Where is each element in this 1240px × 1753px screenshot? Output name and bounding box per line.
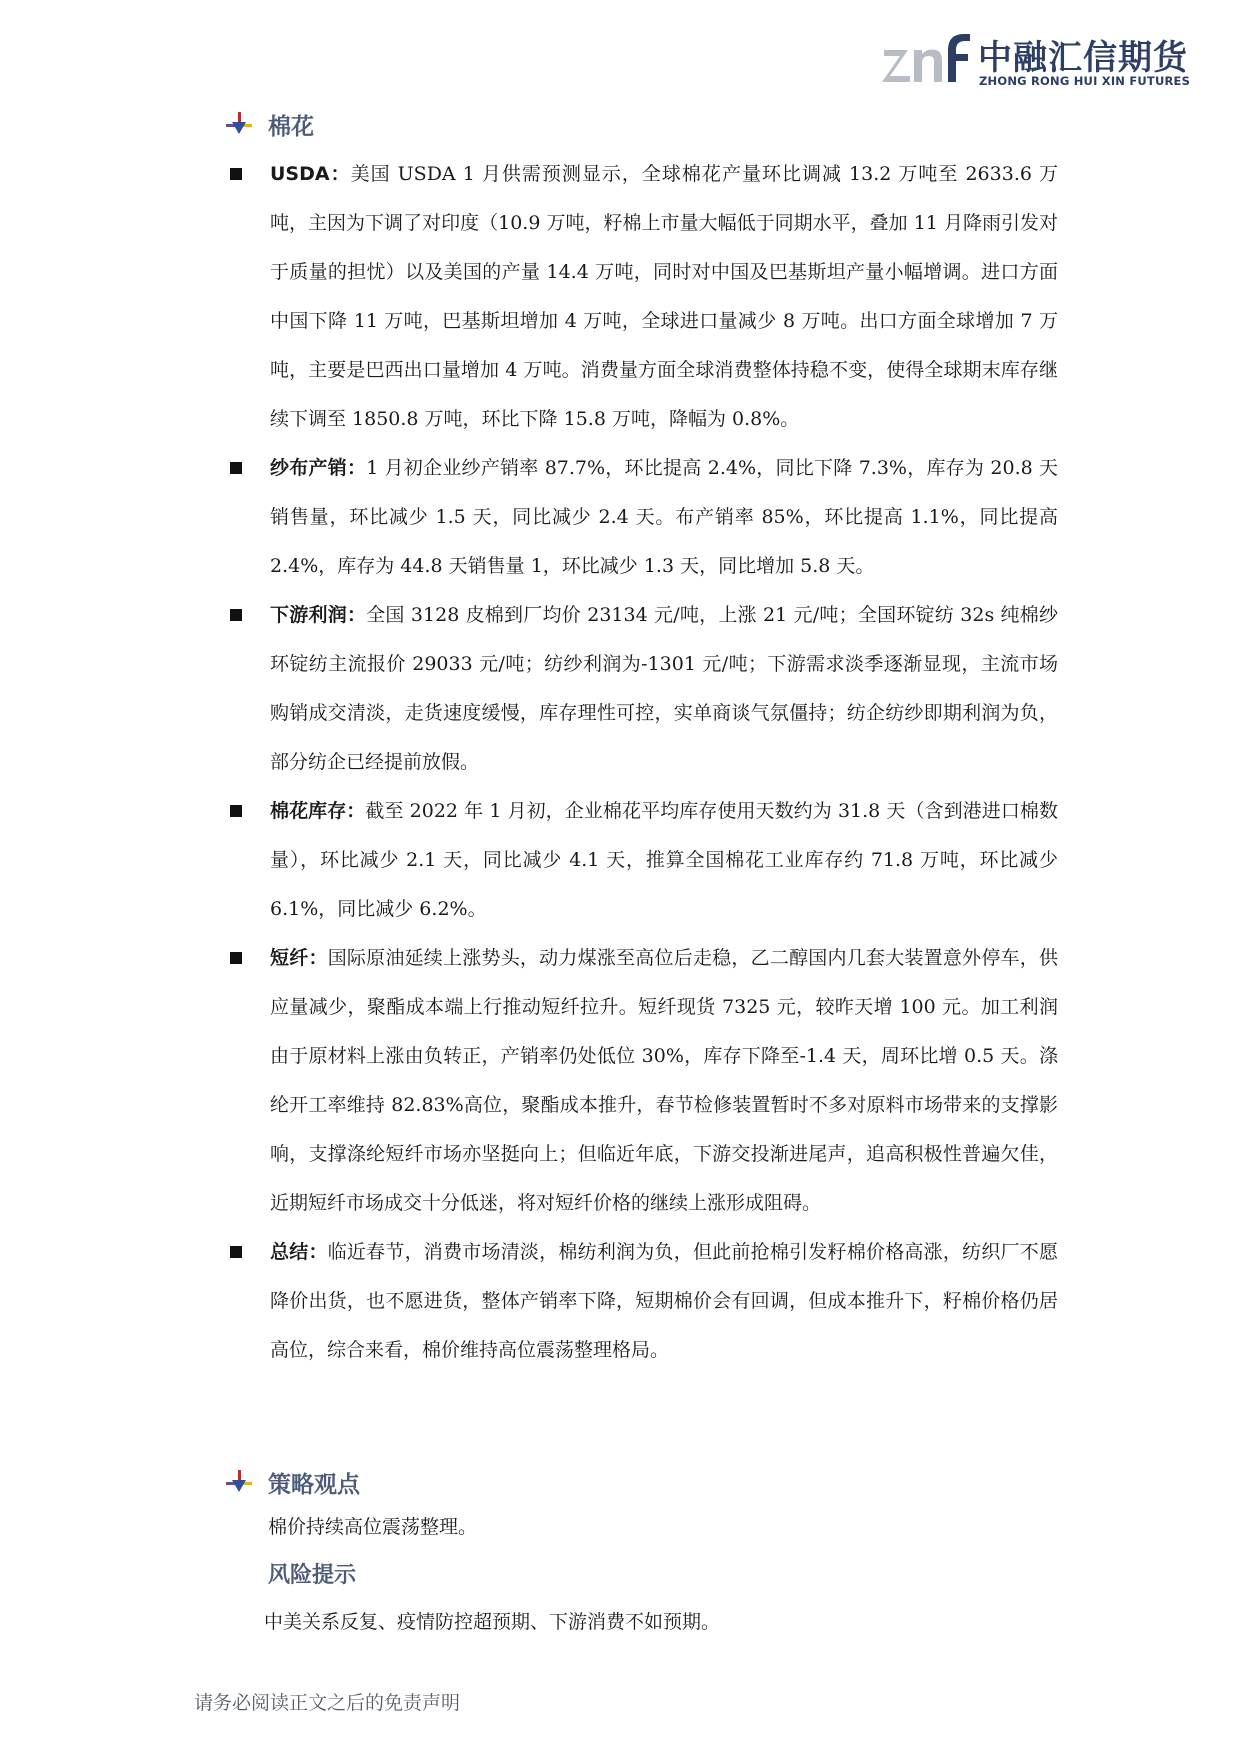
square-bullet-icon xyxy=(230,805,242,817)
bullet-text: 1 月初企业纱产销率 87.7%，环比提高 2.4%，同比下降 7.3%，库存为 20.8 天销售量，环比减少 1.5 天，同比减少 2.4 天。布产销率 85%，环比提高 1.1%，同比提高 2.4%，库存为 44.8 天销售量 1，环比减少 1.3 天，同比增加 5.8 天。 xyxy=(270,457,1058,577)
bullet-text: 临近春节，消费市场清淡，棉纺利润为负，但此前抢棉引发籽棉价格高涨，纺织厂不愿降价出货，也不愿进货，整体产销率下降，短期棉价会有回调，但成本推升下，籽棉价格仍居高位，综合来看，棉价维持高位震荡整理格局。 xyxy=(270,1241,1058,1361)
section-heading-cotton xyxy=(226,108,314,141)
bullet-label: 短纤： xyxy=(270,947,328,969)
logo-english-name: ZHONG RONG HUI XIN FUTURES xyxy=(979,74,1191,88)
arrow-bullet-icon xyxy=(226,112,252,138)
bullet-label: 下游利润： xyxy=(270,604,367,626)
section-title: 策略观点 xyxy=(268,1472,360,1498)
bullet-label: USDA： xyxy=(270,163,351,185)
bullet-item-usda xyxy=(228,150,1058,444)
strategy-text: 棉价持续高位震荡整理。 xyxy=(268,1516,478,1538)
bullet-item-downstream-profit xyxy=(228,591,1058,787)
bullet-item-cotton-inventory xyxy=(228,787,1058,934)
bullet-text: 截至 2022 年 1 月初，企业棉花平均库存使用天数约为 31.8 天（含到港进口棉数量），环比减少 2.1 天，同比减少 4.1 天，推算全国棉花工业库存约 71.8 万吨，环比减少 6.1%，同比减少 6.2%。 xyxy=(270,800,1058,920)
square-bullet-icon xyxy=(230,1246,242,1258)
bullet-label: 棉花库存： xyxy=(270,800,366,822)
znf-logo-icon xyxy=(882,28,972,92)
bullet-text: 全国 3128 皮棉到厂均价 23134 元/吨，上涨 21 元/吨；全国环锭纺 32s 纯棉纱环锭纺主流报价 29033 元/吨；纺纱利润为-1301 元/吨；下游需求淡季逐渐显现，主流市场购销成交清淡，走货速度缓慢，库存理性可控，实单商谈气氛僵持；纺企纺纱即期利润为负，部分纺企已经提前放假。 xyxy=(270,604,1058,773)
bullet-label: 总结： xyxy=(270,1241,328,1263)
section-title: 棉花 xyxy=(268,114,314,140)
square-bullet-icon xyxy=(230,952,242,964)
risk-text: 中美关系反复、疫情防控超预期、下游消费不如预期。 xyxy=(264,1611,721,1633)
bullet-item-staple-fiber xyxy=(228,934,1058,1228)
risk-heading: 风险提示 xyxy=(268,1563,357,1588)
bullet-label: 纱布产销： xyxy=(270,457,367,479)
square-bullet-icon xyxy=(230,609,242,621)
bullet-text: 国际原油延续上涨势头，动力煤涨至高位后走稳，乙二醇国内几套大装置意外停车，供应量减少，聚酯成本端上行推动短纤拉升。短纤现货 7325 元，较昨天增 100 元。加工利润由于原材料上涨由负转正，产销率仍处低位 30%，库存下降至-1.4 天，周环比增 0.5 天。涤纶开工率维持 82.83%高位，聚酯成本推升，春节检修装置暂时不多对原料市场带来的支撑影响，支撑涤纶短纤市场亦坚挺向上；但临近年底，下游交投渐进尾声，追高积极性普遍欠佳，近期短纤市场成交十分低迷，将对短纤价格的继续上涨形成阻碍。 xyxy=(270,947,1058,1214)
section-heading-strategy xyxy=(226,1466,360,1499)
company-logo xyxy=(882,28,1191,92)
logo-chinese-name: 中融汇信期货 xyxy=(978,38,1188,78)
square-bullet-icon xyxy=(230,462,242,474)
square-bullet-icon xyxy=(230,168,242,180)
bullet-text: 美国 USDA 1 月供需预测显示，全球棉花产量环比调减 13.2 万吨至 2633.6 万吨，主因为下调了对印度（10.9 万吨，籽棉上市量大幅低于同期水平，叠加 11 月降雨引发对于质量的担忧）以及美国的产量 14.4 万吨，同时对中国及巴基斯坦产量小幅增调。进口方面中国下降 11 万吨，巴基斯坦增加 4 万吨，全球进口量减少 8 万吨。出口方面全球增加 7 万吨，主要是巴西出口量增加 4 万吨。消费量方面全球消费整体持稳不变，使得全球期末库存继续下调至 1850.8 万吨，环比下降 15.8 万吨，降幅为 0.8%。 xyxy=(270,163,1058,430)
bullet-item-summary xyxy=(228,1228,1058,1375)
arrow-bullet-icon xyxy=(226,1470,252,1496)
bullet-list xyxy=(228,150,1058,1375)
disclaimer-footer: 请务必阅读正文之后的免责声明 xyxy=(194,1692,461,1714)
bullet-item-yarn-cloth xyxy=(228,444,1058,591)
